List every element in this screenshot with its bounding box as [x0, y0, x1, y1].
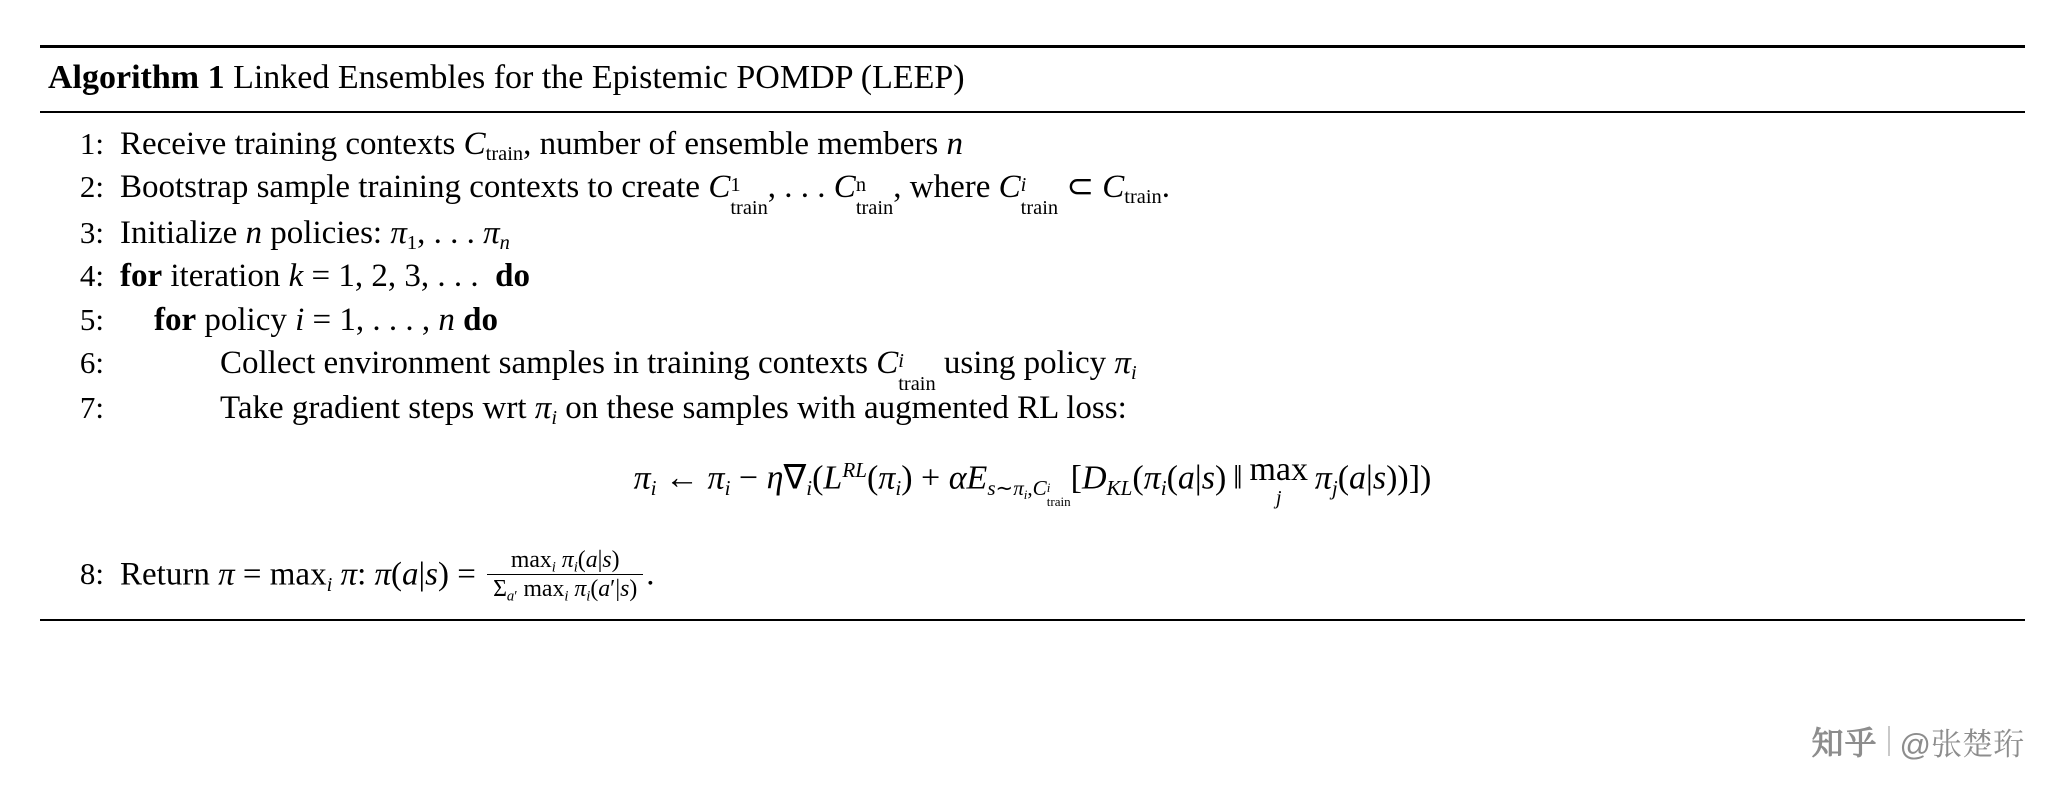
algorithm-line — [48, 387, 2017, 431]
equation-spacer — [48, 519, 2017, 549]
line-content: for policy i = 1, . . . , n do — [154, 301, 499, 338]
algorithm-line — [48, 123, 2017, 167]
algorithm-title-text: Linked Ensembles for the Epistemic POMDP (LEEP) — [233, 59, 965, 96]
algorithm-line — [48, 546, 2017, 605]
keyword-do: do — [463, 301, 499, 338]
line-content: for iteration k = 1, 2, 3, . . . do — [120, 258, 530, 295]
algorithm-line — [48, 342, 2017, 396]
algorithm-label: Algorithm 1 — [48, 59, 225, 96]
zhihu-logo: 知乎 — [1811, 725, 1878, 761]
keyword-for: for — [120, 258, 163, 295]
line-content: Bootstrap sample training contexts to create C 1 train , . . . C n train , where C i train ⊂ $C_{train}$. — [120, 169, 1170, 220]
line-content: Return $\pi = \max_i \pi$: π(a|s) = $\frac{\max_i \pi_i(a|s)}{\Sigma_{a'} \max_i \pi_i(a'|s)}$ . — [120, 546, 655, 605]
line-number: 1: — [79, 125, 104, 161]
augmented-rl-loss-equation: $\pi_i$ ← $\pi_i - \eta\nabla_i(L^{RL}(\pi_i) + \alpha E_{s\sim\pi_i,C i train}$ [$D_{KL}(\pi_i(a|s)$ ‖ max j $\pi_j(a|s)$)]) — [633, 450, 1432, 510]
algorithm-line — [48, 255, 2017, 299]
rule-bottom — [40, 619, 2025, 621]
keyword-return: Return — [120, 556, 210, 593]
line-number: 4: — [79, 258, 104, 294]
line-content: Collect environment samples in training contexts C i train using policy $\pi_i$ — [220, 345, 1137, 396]
algorithm-line — [48, 166, 2017, 220]
line-content: Receive training contexts $C_{train}$, number of ensemble members n — [120, 125, 963, 165]
line-number: 5: — [79, 301, 104, 337]
algorithm-body — [40, 113, 2025, 619]
line-number: 7: — [79, 390, 104, 426]
line-content: Take gradient steps wrt $\pi_i$ on these samples with augmented RL loss: — [220, 390, 1127, 430]
algorithm-block — [40, 45, 2025, 621]
watermark — [1812, 718, 2025, 764]
line-number: 3: — [79, 214, 104, 250]
keyword-do: do — [495, 258, 530, 295]
line-content: Initialize n policies: $\pi_1$, . . . $\pi_n$ — [120, 214, 510, 254]
line-number: 2: — [79, 169, 104, 205]
line-number: 8: — [79, 556, 104, 592]
watermark-handle: @张楚珩 — [1899, 726, 2024, 762]
algorithm-line — [48, 299, 2017, 343]
algorithm-title — [40, 48, 2025, 111]
watermark-divider — [1888, 726, 1890, 756]
keyword-for: for — [154, 301, 197, 338]
line-number: 6: — [79, 345, 104, 381]
